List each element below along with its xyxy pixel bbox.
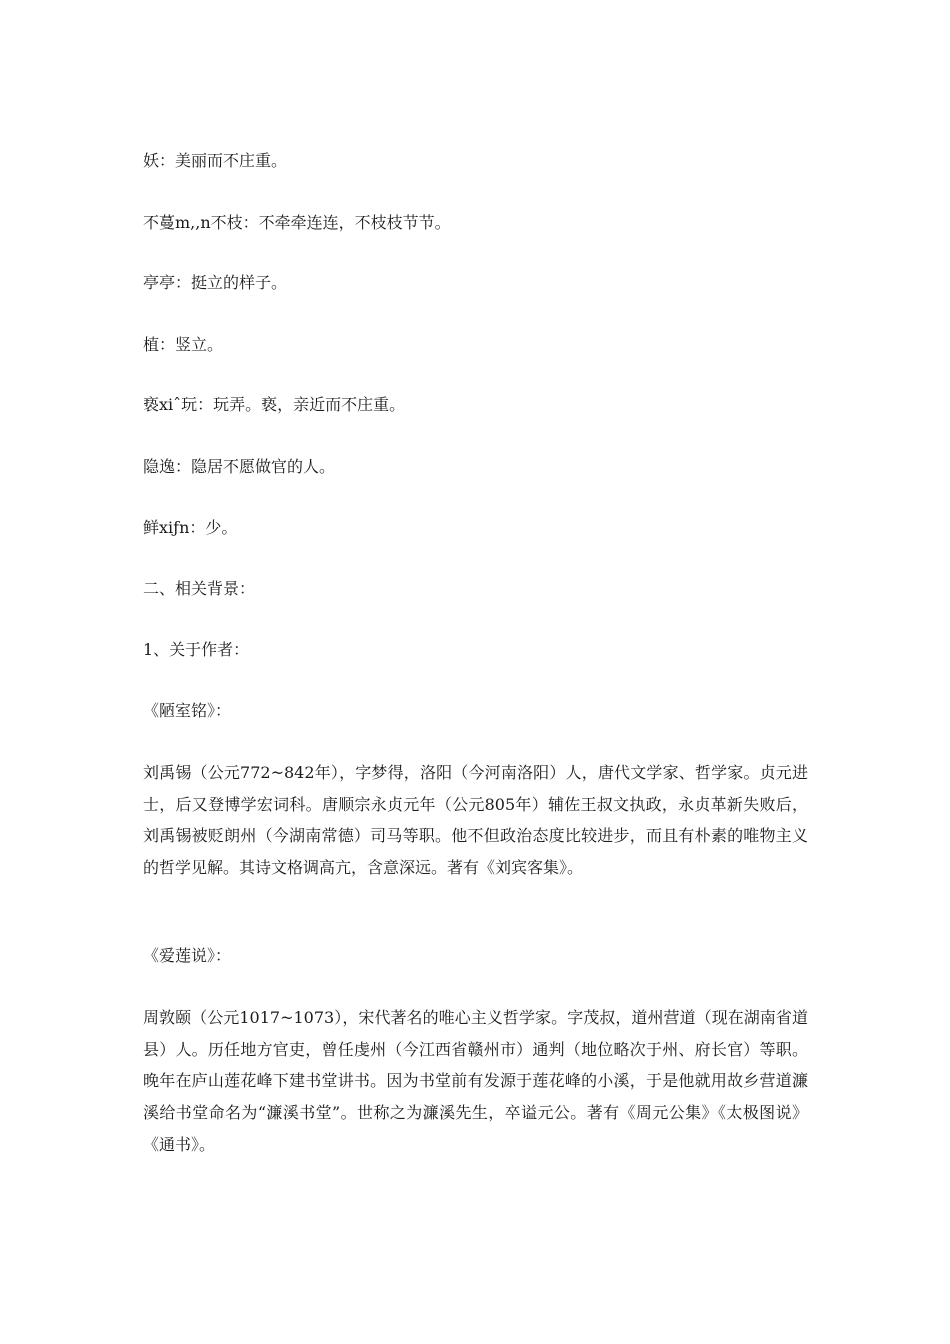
ai-lian-shuo-title: 《爱莲说》：: [143, 946, 232, 965]
lou-shi-ming-author-paragraph: 刘禹锡（公元772~842年），字梦得，洛阳（今河南洛阳）人，唐代文学家、哲学家。贞元进士，后又登博学宏词科。唐顺宗永贞元年（公元805年）辅佐王叔文执政，永贞革新失败后，刘禹锡被贬朗州（今湖南常德）司马等职。他不但政治态度比较进步，而且有朴素的唯物主义的哲学见解。其诗文格调高亢，含意深远。著有《刘宾客集》。: [143, 763, 808, 878]
gloss-xian: 鲜xiƒn：少。: [143, 518, 238, 537]
gloss-yin-yi: 隐逸：隐居不愿做官的人。: [143, 457, 336, 476]
gloss-zhi: 植：竖立。: [143, 335, 224, 354]
gloss-ting-ting: 亭亭：挺立的样子。: [143, 273, 288, 292]
subsection-heading-author: 1、关于作者：: [143, 640, 250, 659]
gloss-xie-wan: 亵xiˆ玩：玩弄。亵，亲近而不庄重。: [143, 395, 406, 414]
ai-lian-shuo-author-paragraph: 周敦颐（公元1017~1073），宋代著名的唯心主义哲学家。字茂叔，道州营道（现在湖南省道县）人。历任地方官吏，曾任虔州（今江西省赣州市）通判（地位略次于州、府长官）等职。晚年在庐山莲花峰下建书堂讲书。因为书堂前有发源于莲花峰的小溪，于是他就用故乡营道濂溪给书堂命名为“濂溪书堂”。世称之为濂溪先生，卒谥元公。著有《周元公集》《太极图说》《通书》。: [143, 1008, 808, 1154]
lou-shi-ming-title: 《陋室铭》：: [143, 701, 232, 720]
section-heading-background: 二、相关背景：: [143, 579, 256, 598]
gloss-yao: 妖：美丽而不庄重。: [143, 151, 288, 170]
gloss-bu-man-bu-zhi: 不蔓m,,n不枝：不牵牵连连，不枝枝节节。: [143, 213, 451, 232]
